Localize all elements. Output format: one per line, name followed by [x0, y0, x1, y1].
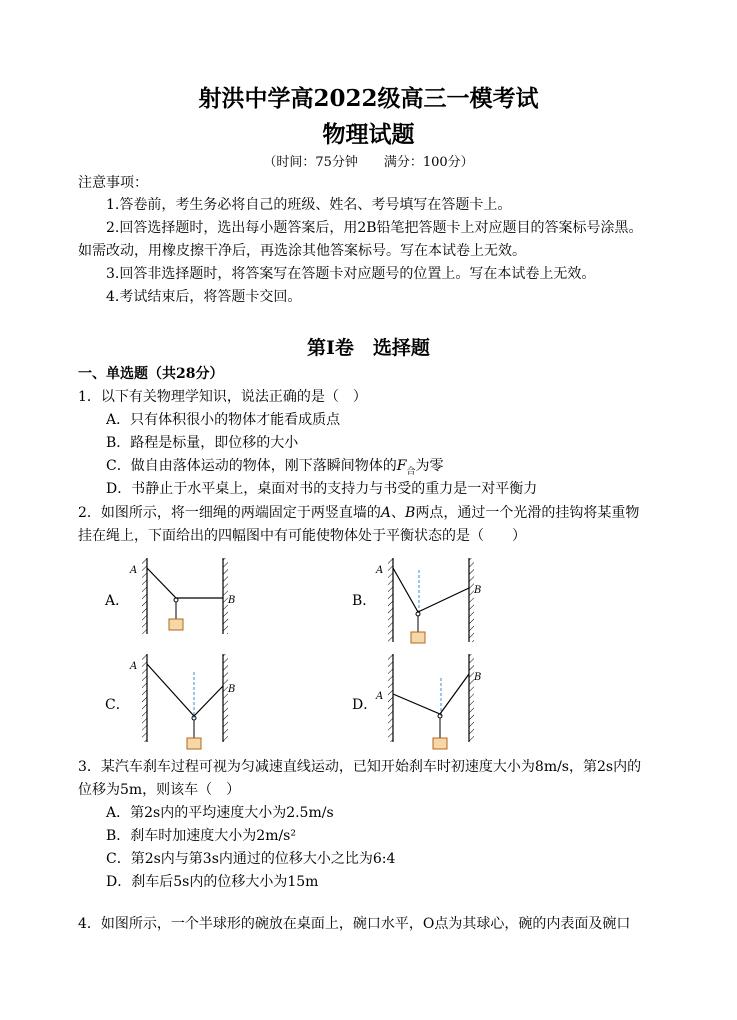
q3-option-b: B．刹车时加速度大小为2m/s²	[106, 828, 296, 844]
rope	[393, 674, 469, 714]
label-a: A	[376, 691, 384, 702]
left-wall	[388, 654, 393, 742]
weight-box	[433, 738, 447, 749]
note-item: 2.回答选择题时，选出每小题答案后，用2B铅笔把答题卡上对应题目的答案标号涂黑。	[106, 220, 643, 236]
q2-stem-line1	[78, 502, 639, 524]
rope	[393, 568, 469, 612]
rope	[147, 664, 223, 716]
q3-option-d: D．刹车后5s内的位移大小为15m	[106, 874, 319, 890]
figure-d-diagram	[374, 652, 486, 754]
left-wall	[142, 558, 147, 634]
f-symbol: F	[396, 458, 407, 474]
figure-b-diagram	[374, 556, 486, 646]
left-wall	[142, 654, 147, 742]
label-a: A	[130, 661, 138, 672]
q1-option-c-tail: 为零	[415, 458, 444, 474]
q2-stem-text: 2．如图所示，将一细绳的两端固定于两竖直墙的	[78, 505, 381, 521]
q2-stem-line2: 挂在绳上，下面给出的四幅图中有可能使物体处于平衡状态的是（ ）	[78, 528, 526, 544]
q1-option-c-text: C．做自由落体运动的物体，刚下落瞬间物体的	[106, 458, 397, 474]
section-title: 第I卷 选择题	[307, 337, 430, 359]
figure-c-diagram	[128, 652, 240, 754]
figure-b-label: B．	[352, 593, 377, 609]
exam-subject: 物理试题	[322, 121, 415, 148]
q1-option-d: D．书静止于水平桌上，桌面对书的支持力与书受的重力是一对平衡力	[106, 481, 538, 497]
right-wall	[469, 558, 474, 642]
left-wall	[388, 558, 393, 642]
time-score: （时间：75分钟 满分：100分）	[263, 155, 474, 170]
q3-stem-line2: 位移为5m，则该车（ ）	[78, 782, 241, 798]
label-b: B	[474, 672, 482, 683]
right-wall	[469, 654, 474, 742]
rope	[147, 568, 223, 598]
q3-stem-line1: 3．某汽车刹车过程可视为匀减速直线运动，已知开始刹车时初速度大小为8m/s，第2s内的	[78, 759, 642, 775]
q4-stem-line1: 4．如图所示，一个半球形的碗放在桌面上，碗口水平，O点为其球心，碗的内表面及碗口	[78, 916, 631, 932]
note-item: 3.回答非选择题时，将答案写在答题卡对应题号的位置上。写在本试卷上无效。	[106, 266, 596, 282]
point-a-label: A	[380, 505, 392, 521]
q1-option-a: A．只有体积很小的物体才能看成质点	[106, 412, 341, 428]
point-b-label: B	[405, 505, 416, 521]
label-a: A	[376, 565, 384, 576]
notes-heading: 注意事项：	[78, 175, 148, 191]
separator: 、	[391, 505, 406, 521]
label-b: B	[228, 595, 236, 606]
part-title: 一、单选题（共28分）	[78, 366, 224, 382]
figure-d-label: D．	[352, 697, 378, 713]
q2-stem-tail: 两点，通过一个光滑的挂钩将某重物	[415, 505, 640, 521]
note-item: 如需改动，用橡皮擦干净后，再选涂其他答案标号。写在本试卷上无效。	[78, 243, 526, 259]
q1-option-b: B．路程是标量，即位移的大小	[106, 435, 299, 451]
note-item: 4.考试结束后，将答题卡交回。	[106, 289, 302, 305]
label-b: B	[228, 684, 236, 695]
label-b: B	[474, 585, 482, 596]
label-a: A	[130, 565, 138, 576]
figure-a-diagram	[128, 556, 240, 638]
q3-option-a: A．第2s内的平均速度大小为2.5m/s	[106, 805, 334, 821]
q1-stem: 1．以下有关物理学知识，说法正确的是（ ）	[78, 389, 367, 405]
note-item: 1.答卷前，考生务必将自己的班级、姓名、考号填写在答题卡上。	[106, 197, 512, 213]
figure-c-label: C．	[105, 697, 130, 713]
figure-a-label: A．	[105, 593, 130, 609]
f-subscript: 合	[406, 466, 416, 477]
weight-box	[411, 632, 425, 643]
weight-box	[187, 738, 201, 749]
right-wall	[223, 654, 228, 742]
exam-title: 射洪中学高2022级高三一模考试	[198, 85, 539, 112]
weight-box	[169, 619, 183, 630]
q3-option-c: C．第2s内与第3s内通过的位移大小之比为6:4	[106, 851, 396, 867]
